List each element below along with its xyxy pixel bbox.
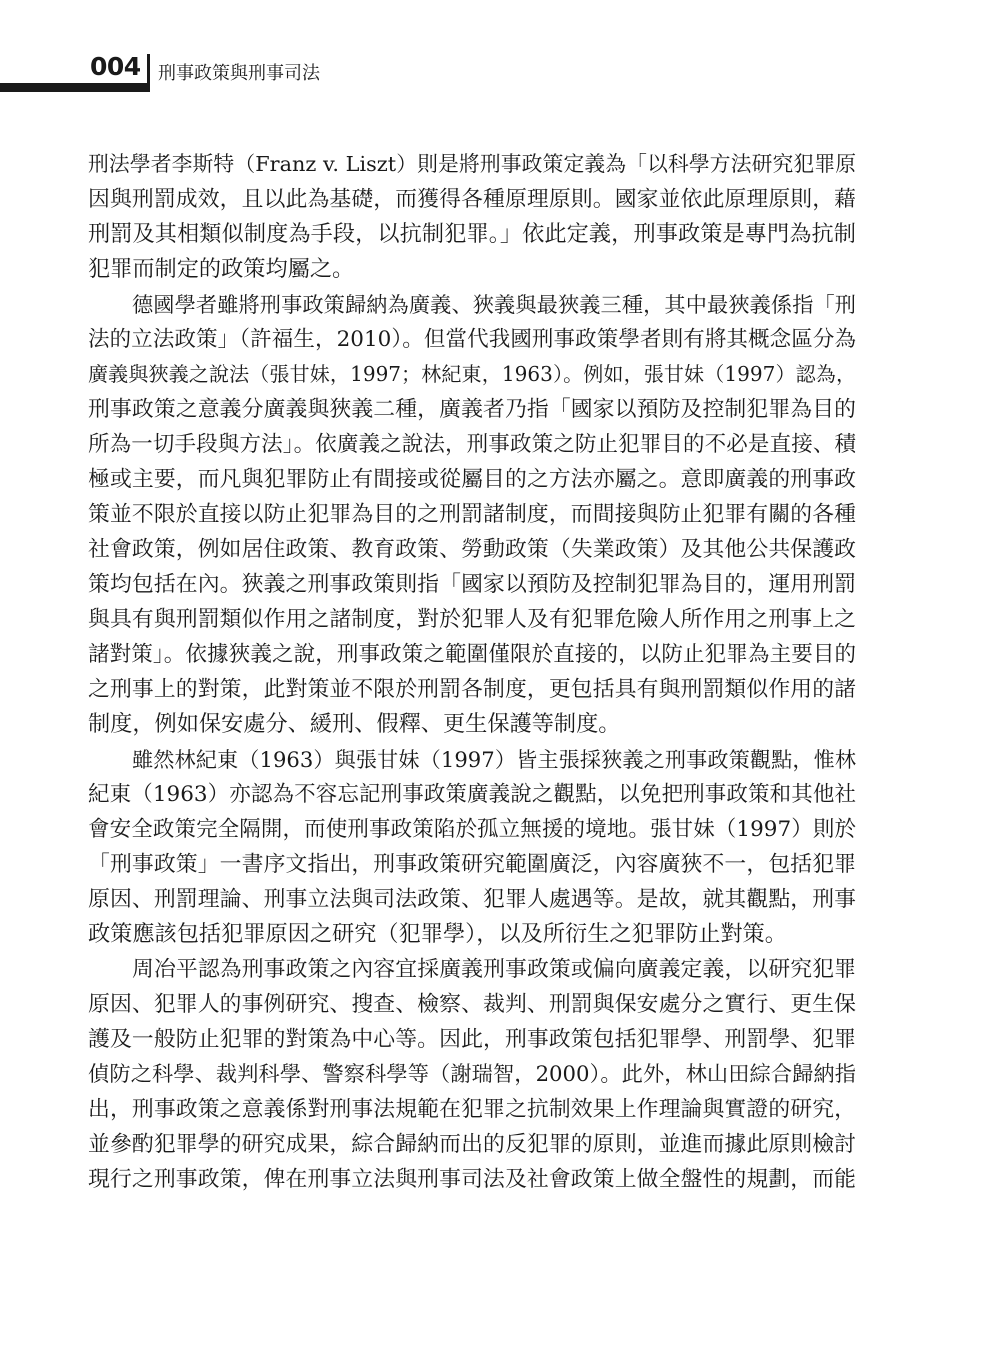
body-text (88, 147, 856, 1197)
paragraph (88, 147, 856, 287)
text-line: 諸對策」。依據狹義之說，刑事政策之範圍僅限於直接的，以防止犯罪為主要目的 (88, 642, 856, 667)
running-title: 刑事政策與刑事司法 (158, 63, 320, 84)
text-line: 會安全政策完全隔開，而使刑事政策陷於孤立無援的境地。張甘妹（1997）則於 (88, 817, 856, 842)
text-line: 雖然林紀東（1963）與張甘妹（1997）皆主張採狹義之刑事政策觀點，惟林 (132, 747, 856, 772)
text-line: 刑罰及其相類似制度為手段，以抗制犯罪。」依此定義，刑事政策是專門為抗制 (88, 221, 856, 247)
text-line: 紀東（1963）亦認為不容忘記刑事政策廣義說之觀點，以免把刑事政策和其他社 (88, 782, 856, 807)
page-number: 004 (90, 52, 141, 81)
text-line: 出，刑事政策之意義係對刑事法規範在犯罪之抗制效果上作理論與實證的研究， (88, 1097, 856, 1122)
text-line: 社會政策，例如居住政策、教育政策、勞動政策（失業政策）及其他公共保護政 (88, 537, 856, 562)
text-line: 廣義與狹義之說法（張甘妹，1997；林紀東，1963）。例如，張甘妹（1997）認為， (88, 362, 856, 386)
text-line: 德國學者雖將刑事政策歸納為廣義、狹義與最狹義三種，其中最狹義係指「刑 (132, 292, 856, 317)
text-line: 制度，例如保安處分、緩刑、假釋、更生保護等制度。 (88, 711, 621, 737)
text-line: 偵防之科學、裁判科學、警察科學等（謝瑞智，2000）。此外，林山田綜合歸納指 (88, 1062, 856, 1087)
text-line: 與具有與刑罰類似作用之諸制度，對於犯罪人及有犯罪危險人所作用之刑事上之 (88, 607, 856, 632)
text-line: 所為一切手段與方法」。依廣義之說法，刑事政策之防止犯罪目的不必是直接、積 (88, 432, 856, 457)
paragraph (88, 742, 856, 952)
text-line: 「刑事政策」一書序文指出，刑事政策研究範圍廣泛，內容廣狹不一，包括犯罪 (88, 852, 856, 877)
text-line: 之刑事上的對策，此對策並不限於刑罰各制度，更包括具有與刑罰類似作用的諸 (88, 677, 856, 702)
text-line: 犯罪而制定的政策均屬之。 (88, 256, 355, 282)
text-line: 原因、犯罪人的事例研究、搜查、檢察、裁判、刑罰與保安處分之實行、更生保 (88, 992, 856, 1017)
text-line: 刑法學者李斯特（Franz v. Liszt）則是將刑事政策定義為「以科學方法研究犯罪原 (88, 152, 856, 176)
paragraph (88, 287, 856, 742)
text-line: 策並不限於直接以防止犯罪為目的之刑罰諸制度，而間接與防止犯罪有關的各種 (88, 502, 856, 527)
text-line: 周冶平認為刑事政策之內容宜採廣義刑事政策或偏向廣義定義，以研究犯罪 (132, 957, 856, 982)
header-bar (0, 83, 148, 92)
text-line: 原因、刑罰理論、刑事立法與司法政策、犯罪人處遇等。是故，就其觀點，刑事 (88, 887, 856, 912)
text-line: 法的立法政策」（許福生，2010）。但當代我國刑事政策學者則有將其概念區分為 (88, 327, 856, 352)
text-line: 極或主要，而凡與犯罪防止有間接或從屬目的之方法亦屬之。意即廣義的刑事政 (88, 467, 856, 492)
text-line: 政策應該包括犯罪原因之研究（犯罪學），以及所衍生之犯罪防止對策。 (88, 921, 787, 947)
text-line: 因與刑罰成效，且以此為基礎，而獲得各種原理原則。國家並依此原理原則，藉 (88, 187, 856, 212)
text-line: 護及一般防止犯罪的對策為中心等。因此，刑事政策包括犯罪學、刑罰學、犯罪 (88, 1027, 856, 1052)
text-line: 策均包括在內。狹義之刑事政策則指「國家以預防及控制犯罪為目的，運用刑罰 (88, 572, 856, 597)
paragraph (88, 952, 856, 1197)
header-divider (147, 54, 150, 92)
text-line: 刑事政策之意義分廣義與狹義二種，廣義者乃指「國家以預防及控制犯罪為目的 (88, 397, 856, 422)
text-line: 並參酌犯罪學的研究成果，綜合歸納而出的反犯罪的原則，並進而據此原則檢討 (88, 1132, 856, 1157)
text-line: 現行之刑事政策，俾在刑事立法與刑事司法及社會政策上做全盤性的規劃，而能 (88, 1167, 856, 1192)
